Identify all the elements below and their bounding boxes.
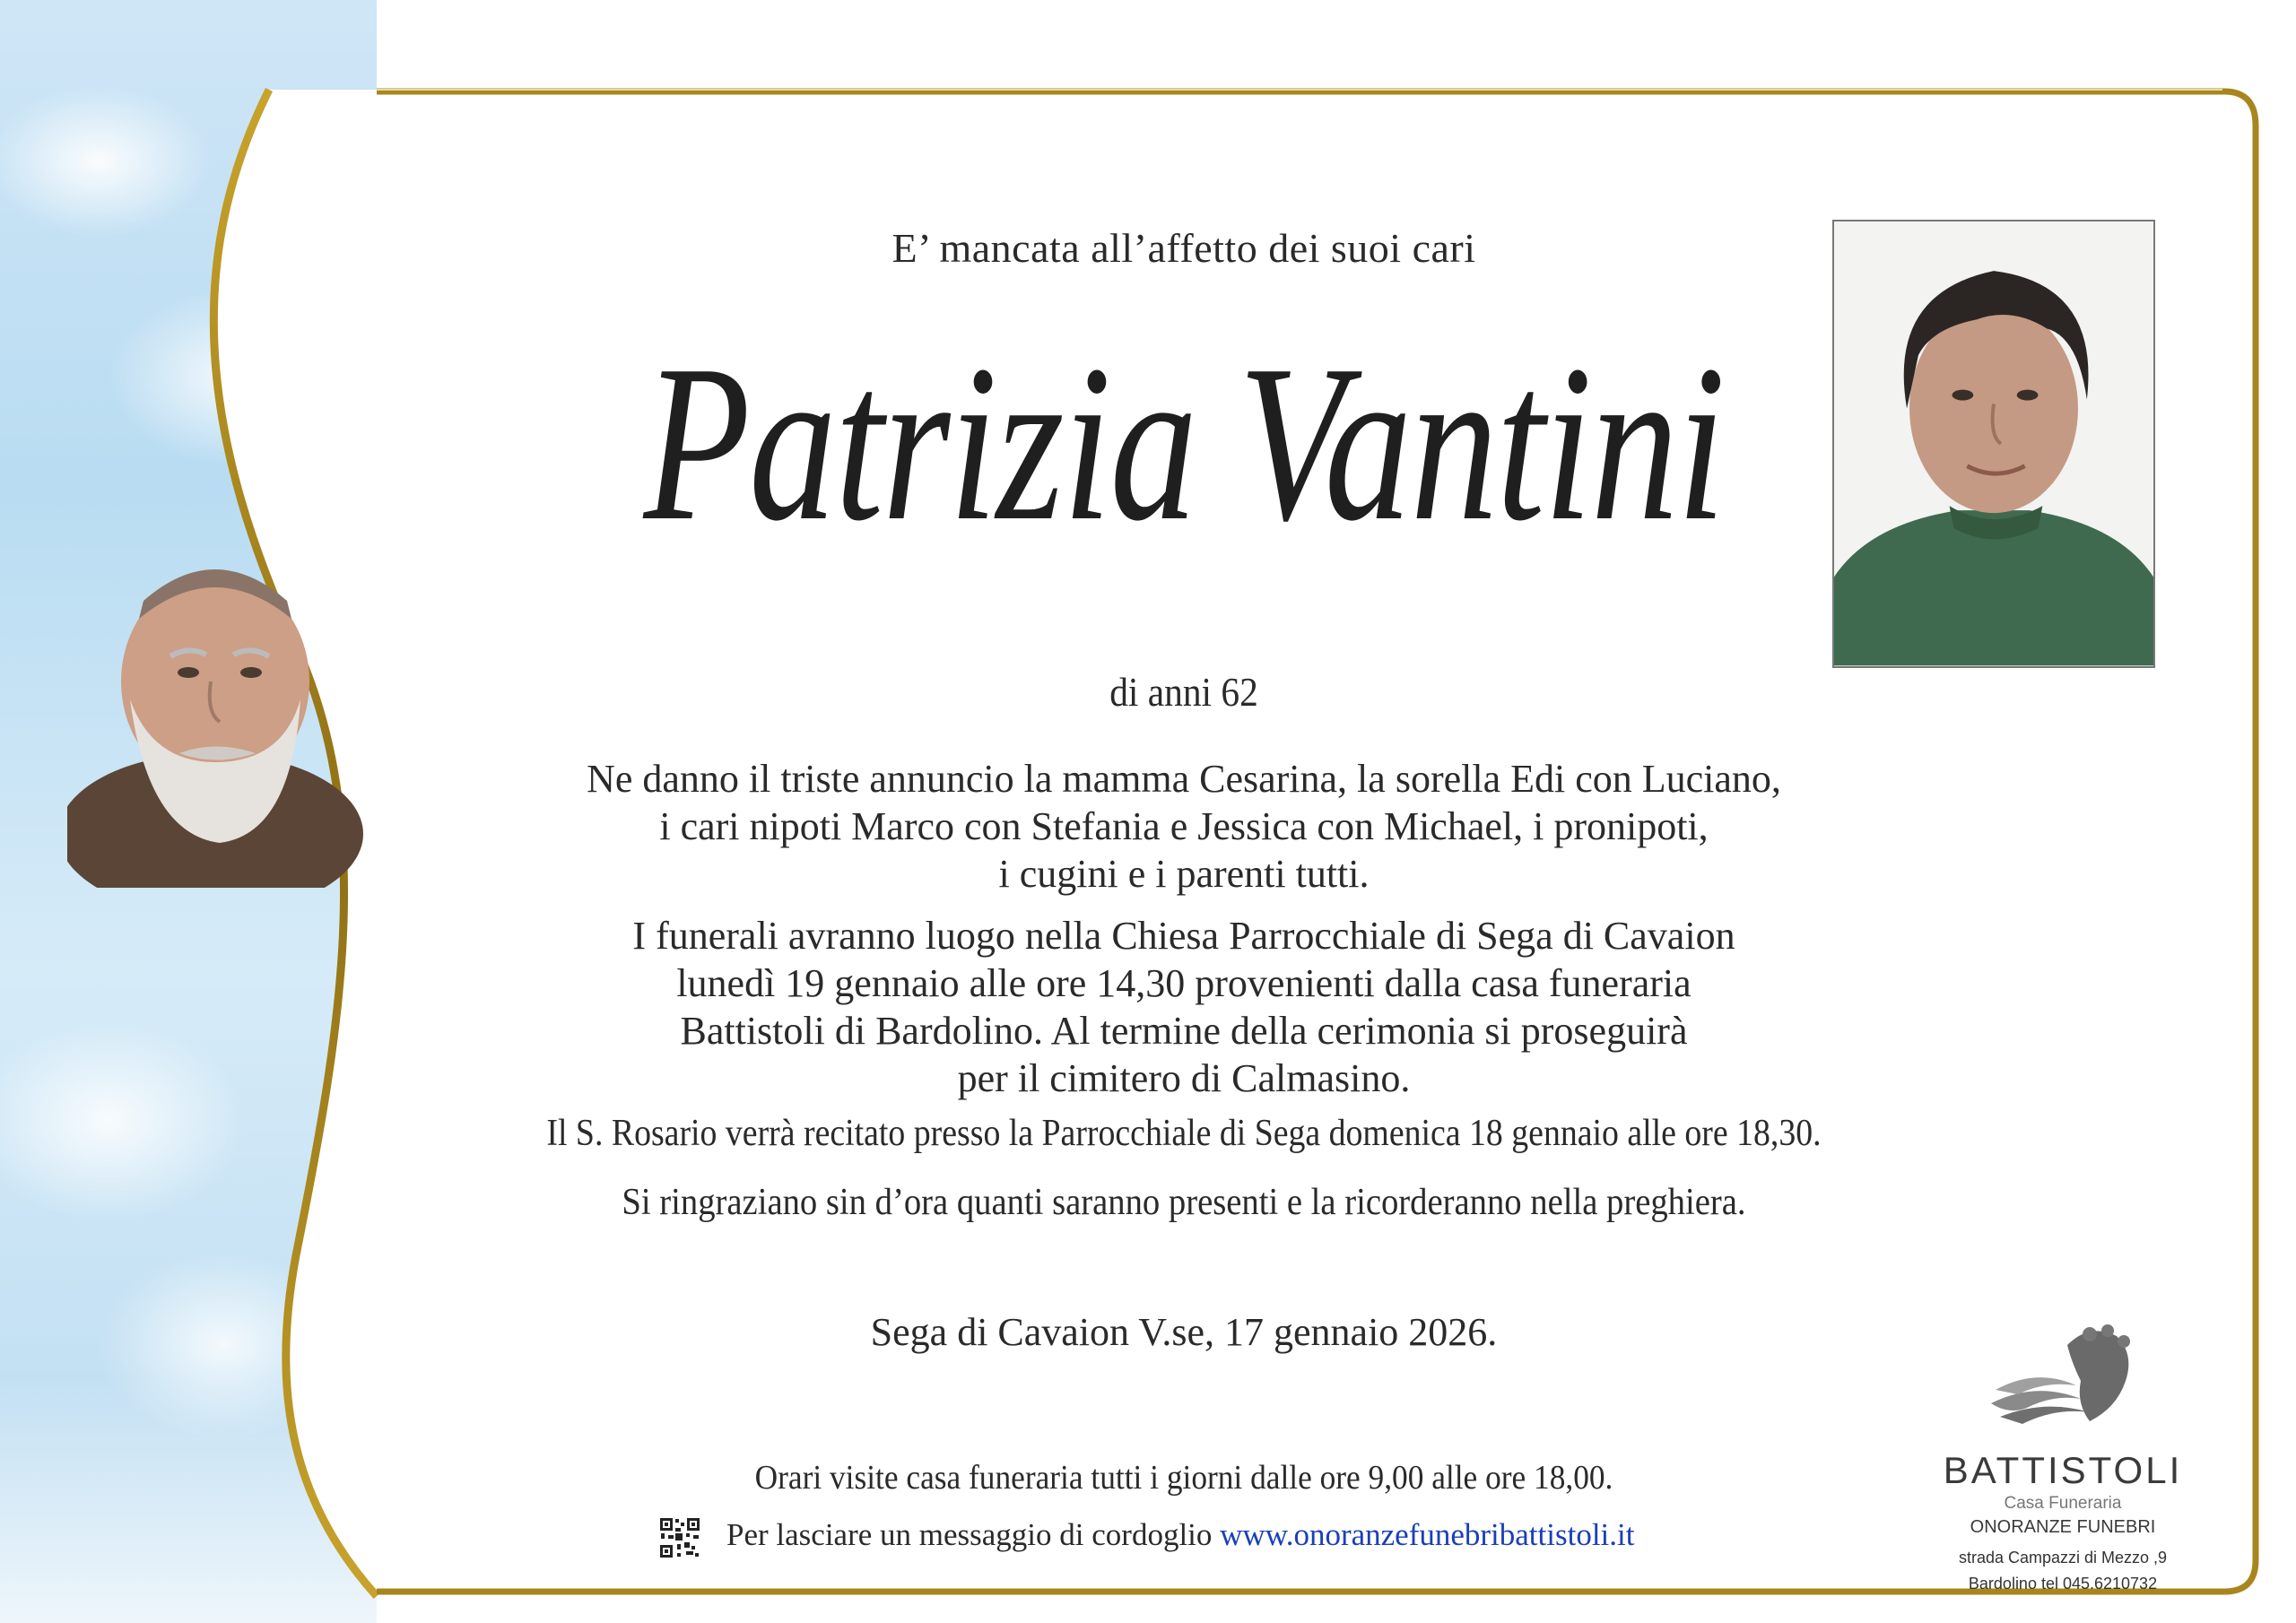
funeral-home-service: ONORANZE FUNEBRI <box>1970 1517 2156 1537</box>
funeral-line: I funerali avranno luogo nella Chiesa Parrocchiale di Sega di Cavaion <box>632 914 1735 958</box>
condolence-link[interactable]: www.onoranzefunebribattistoli.it <box>1220 1517 1635 1552</box>
funeral-home-block <box>1910 1318 2215 1593</box>
announcement-line: i cugini e i parenti tutti. <box>998 852 1370 896</box>
funeral-paragraph <box>422 912 1946 1102</box>
intro-text: E’ mancata all’affetto dei suoi cari <box>891 225 1476 271</box>
portrait-icon <box>1834 221 2153 666</box>
visiting-hours: Orari visite casa funeraria tutti i giorni dalle ore 9,00 alle ore 18,00. <box>754 1459 1613 1497</box>
saint-portrait-icon <box>67 538 363 888</box>
deceased-photo <box>1832 220 2155 668</box>
deceased-age: di anni 62 <box>1109 669 1258 715</box>
funeral-line: Battistoli di Bardolino. Al termine della cerimonia si proseguirà <box>680 1009 1688 1053</box>
condolence-prefix: Per lasciare un messaggio di cordoglio <box>726 1517 1221 1552</box>
battistoli-logo-icon <box>1982 1318 2144 1444</box>
funeral-home-name: BATTISTOLI <box>1943 1449 2183 1491</box>
funeral-home-subtitle: Casa Funeraria <box>2004 1494 2122 1513</box>
funeral-home-phone: Bardolino tel 045.6210732 <box>1968 1575 2158 1593</box>
funeral-line: lunedì 19 gennaio alle ore 14,30 provenienti dalla casa funeraria <box>676 961 1692 1005</box>
announcement-paragraph <box>422 755 1946 898</box>
qr-code-icon[interactable] <box>659 1517 700 1558</box>
thanks-text: Si ringraziano sin d’ora quanti saranno presenti e la ricorderanno nella preghiera. <box>622 1182 1746 1223</box>
deceased-name: Patrizia Vantini <box>643 319 1725 568</box>
announcement-line: i cari nipoti Marco con Stefania e Jessica con Michael, i pronipoti, <box>659 804 1709 848</box>
funeral-line: per il cimitero di Calmasino. <box>957 1056 1411 1100</box>
place-date: Sega di Cavaion V.se, 17 gennaio 2026. <box>870 1310 1498 1354</box>
condolence-message-text <box>726 1517 1634 1553</box>
funeral-home-address: strada Campazzi di Mezzo ,9 <box>1958 1549 2168 1567</box>
rosary-text: Il S. Rosario verrà recitato presso la Parrocchiale di Sega domenica 18 gennaio alle ore 18,30. <box>546 1113 1822 1154</box>
announcement-line: Ne danno il triste annuncio la mamma Cesarina, la sorella Edi con Luciano, <box>587 757 1781 801</box>
